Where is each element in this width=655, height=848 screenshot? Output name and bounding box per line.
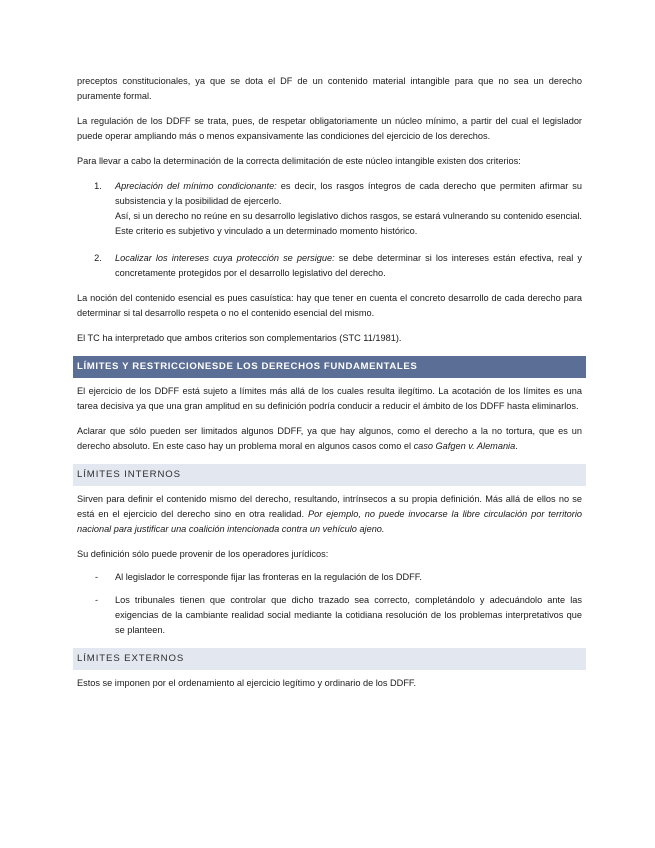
regulation-paragraph: La regulación de los DDFF se trata, pues, de respetar obligatoriamente un núcleo mínimo, a partir del cual el legislador puede operar ampliando más o menos expansivamente las condiciones del ejercicio de los derechos. [77, 116, 582, 141]
tc-paragraph: El TC ha interpretado que ambos criterios son complementarios (STC 11/1981). [77, 333, 402, 343]
criteria-item [77, 179, 582, 239]
criteria-item-text: es decir, los rasgos íntegros de cada derecho que permiten afirmar su subsistencia y la posibilidad de ejercerlo. [115, 181, 582, 206]
operators-list [77, 570, 582, 638]
aclarar-case-name: caso Gafgen v. Alemania [413, 441, 516, 451]
list-number: 2. [94, 253, 102, 263]
dash-marker: - [95, 572, 99, 582]
list-number: 1. [94, 181, 102, 191]
criteria-item-body [115, 251, 582, 281]
criteria-list [77, 179, 582, 281]
dash-marker: - [95, 595, 99, 605]
aclarar-text: Aclarar que sólo pueden ser limitados algunos DDFF, ya que hay algunos, como el derecho a la no tortura, que es un derecho absoluto. En este caso hay un problema moral en algunos casos como el [77, 426, 582, 451]
section-heading-limites: LÍMITES Y RESTRICCIONESDE LOS DERECHOS FUNDAMENTALES [73, 356, 586, 378]
criteria-item-body [115, 179, 582, 239]
nocion-paragraph: La noción del contenido esencial es pues casuística: hay que tener en cuenta el concreto desarrollo de cada derecho para determinar si tal desarrollo respeta o no el contenido esencial del mismo. [77, 293, 582, 318]
document-body [77, 74, 582, 691]
list-item-text: Los tribunales tienen que controlar que dicho trazado sea correcto, completándolo y adecuándolo ante las exigencias de la cambiante realidad social mediante la cotidiana resolución de los problemas interpretativos que se planteen. [115, 595, 582, 635]
criteria-item-text: se debe determinar si los intereses están efectiva, real y concretamente protegidos por el desarrollo legislativo del derecho. [115, 253, 582, 278]
aclarar-end: . [515, 441, 518, 451]
subsection-heading-externos: LÍMITES EXTERNOS [73, 648, 586, 670]
list-item [77, 570, 582, 585]
definicion-paragraph: Su definición sólo puede provenir de los operadores jurídicos: [77, 549, 329, 559]
criteria-item [77, 251, 582, 281]
criteria-item-first [115, 179, 582, 209]
sirven-paragraph [77, 492, 582, 537]
criteria-item-continuation: Así, si un derecho no reúne en su desarrollo legislativo dichos rasgos, se estará vulnerando su contenido esencial. Este criterio es subjetivo y vinculado a un determinado momento histórico. [115, 211, 582, 236]
list-item-text: Al legislador le corresponde fijar las fronteras en la regulación de los DDFF. [115, 572, 422, 582]
subsection-heading-internos: LÍMITES INTERNOS [73, 464, 586, 486]
sirven-text: Sirven para definir el contenido mismo del derecho, resultando, intrínsecos a su propia definición. Más allá de ellos no se está en el ejercicio del derecho sino en otra realidad. [77, 494, 582, 519]
sirven-example: Por ejemplo, no puede invocarse la libre circulación por territorio nacional para justificar una coalición intencionada contra un vehículo ajeno. [77, 509, 582, 534]
criteria-item-title: Apreciación del mínimo condicionante: [115, 181, 277, 191]
aclarar-paragraph [77, 424, 582, 454]
list-item [77, 593, 582, 638]
intro-paragraph: preceptos constitucionales, ya que se dota el DF de un contenido material intangible para que no sea un derecho puramente formal. [77, 76, 582, 101]
criteria-intro-paragraph: Para llevar a cabo la determinación de la correcta delimitación de este núcleo intangible existen dos criterios: [77, 156, 521, 166]
criteria-item-title: Localizar los intereses cuya protección se persigue: [115, 253, 335, 263]
externos-paragraph: Estos se imponen por el ordenamiento al ejercicio legítimo y ordinario de los DDFF. [77, 678, 417, 688]
ejercicio-paragraph: El ejercicio de los DDFF está sujeto a límites más allá de los cuales resulta ilegítimo. La acotación de los límites es una tarea decisiva ya que una gran amplitud en su definición podría conducir a reducir el ámbito de los DDFF hasta eliminarlos. [77, 386, 582, 411]
